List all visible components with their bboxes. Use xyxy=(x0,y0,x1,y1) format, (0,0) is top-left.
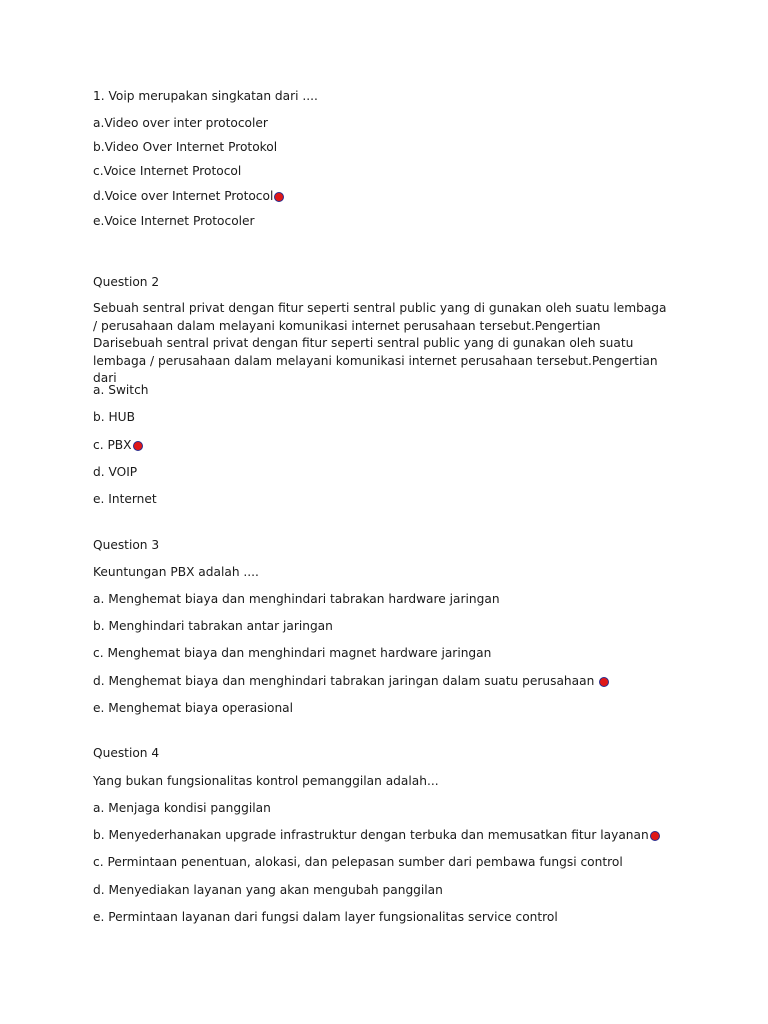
question-3-title: Question 3 xyxy=(93,538,160,552)
answer-marker-icon xyxy=(599,677,609,687)
question-1-option-c: c.Voice Internet Protocol xyxy=(93,164,242,178)
question-2-option-b: b. HUB xyxy=(93,410,135,424)
question-1-title: 1. Voip merupakan singkatan dari .... xyxy=(93,89,318,103)
question-2-option-d: d. VOIP xyxy=(93,465,138,479)
question-2-option-e: e. Internet xyxy=(93,492,157,506)
answer-marker-icon xyxy=(133,441,143,451)
question-4-option-d: d. Menyediakan layanan yang akan mengubah panggilan xyxy=(93,883,443,897)
question-2-option-c-text: c. PBX xyxy=(93,438,132,452)
answer-marker-icon xyxy=(274,192,284,202)
question-4-option-e: e. Permintaan layanan dari fungsi dalam layer fungsionalitas service control xyxy=(93,910,558,924)
question-4-option-b-text: b. Menyederhanakan upgrade infrastruktur dengan terbuka dan memusatkan fitur layanan xyxy=(93,828,649,842)
question-1-option-b: b.Video Over Internet Protokol xyxy=(93,140,278,154)
question-2-option-c xyxy=(93,437,143,453)
question-3-option-d xyxy=(93,673,609,689)
question-3-option-d-text: d. Menghemat biaya dan menghindari tabrakan jaringan dalam suatu perusahaan xyxy=(93,674,595,688)
question-4-option-a: a. Menjaga kondisi panggilan xyxy=(93,801,271,815)
question-4-title: Question 4 xyxy=(93,746,160,760)
question-3-option-b: b. Menghindari tabrakan antar jaringan xyxy=(93,619,333,633)
question-3-option-a: a. Menghemat biaya dan menghindari tabrakan hardware jaringan xyxy=(93,592,500,606)
answer-marker-icon xyxy=(650,831,660,841)
question-2-text: Sebuah sentral privat dengan fitur seperti sentral public yang di gunakan oleh suatu lembaga / perusahaan dalam melayani komunikasi internet perusahaan tersebut.Pengertian Darisebuah sentral privat dengan fitur seperti sentral public yang di gunakan oleh suatu lembaga / perusahaan dalam melayani komunikasi internet perusahaan tersebut.Pengertian dari xyxy=(93,301,667,386)
question-4-text: Yang bukan fungsionalitas kontrol pemanggilan adalah... xyxy=(93,774,439,788)
question-2-title: Question 2 xyxy=(93,275,160,289)
question-1-option-e: e.Voice Internet Protocoler xyxy=(93,214,255,228)
question-3-option-e: e. Menghemat biaya operasional xyxy=(93,701,294,715)
question-4-option-b xyxy=(93,827,660,843)
question-4-option-c: c. Permintaan penentuan, alokasi, dan pelepasan sumber dari pembawa fungsi control xyxy=(93,855,623,869)
question-3-text: Keuntungan PBX adalah .... xyxy=(93,565,259,579)
question-3-option-c: c. Menghemat biaya dan menghindari magnet hardware jaringan xyxy=(93,646,492,660)
question-1-option-d-text: d.Voice over Internet Protocol xyxy=(93,189,274,203)
question-1-option-a: a.Video over inter protocoler xyxy=(93,116,268,130)
question-1-option-d xyxy=(93,188,284,204)
question-2-option-a: a. Switch xyxy=(93,383,149,397)
